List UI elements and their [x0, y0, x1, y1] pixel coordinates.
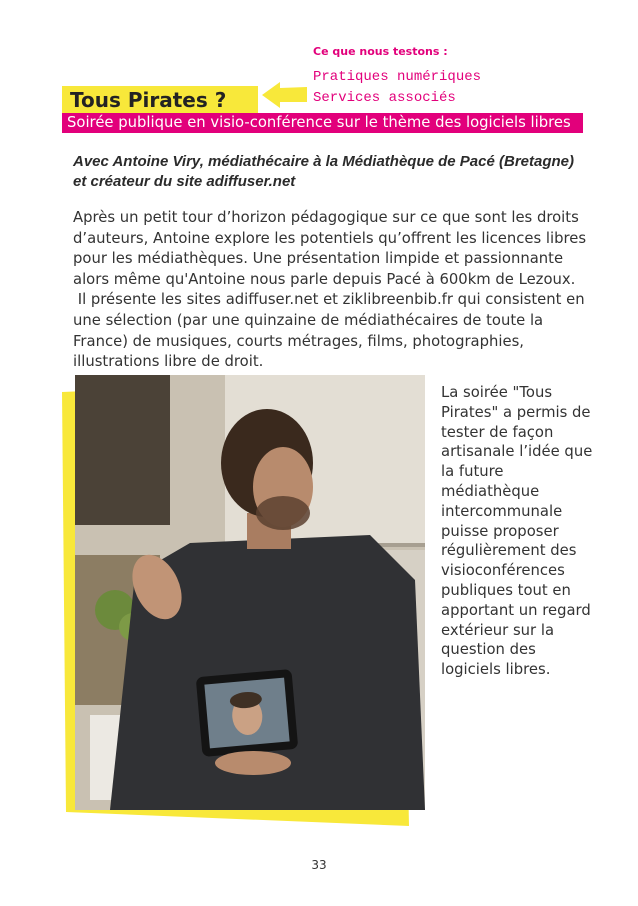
body-line: Il présente les sites adiffuser.net et ziklibreenbib.fr qui consistent en — [73, 291, 585, 309]
photo-man-beard — [256, 496, 310, 530]
testing-label: Ce que nous testons : — [313, 45, 448, 58]
aside-line: logiciels libres. — [441, 661, 551, 679]
aside-line: puisse proposer — [441, 522, 559, 540]
body-line: une sélection (par une quinzaine de médiathécaires de toute la — [73, 311, 544, 329]
aside-line: intercommunale — [441, 502, 563, 520]
aside-line: apportant un regard — [441, 601, 591, 619]
arrow-shape — [262, 82, 307, 108]
aside-line: question des — [441, 641, 536, 659]
subtitle: Soirée publique en visio-conférence sur le thème des logiciels libres — [67, 114, 571, 131]
body-line: Après un petit tour d’horizon pédagogique sur ce que sont les droits — [73, 209, 579, 226]
title-banner — [62, 86, 258, 114]
aside-line: artisanale l’idée que — [441, 443, 593, 461]
aside-line: régulièrement des — [441, 542, 577, 560]
tag-services-associes: Services associés — [313, 90, 456, 106]
aside-line: Pirates" a permis de — [441, 403, 591, 421]
body-line: d’auteurs, Antoine explore les potentiels qu’offrent les licences libres — [73, 229, 587, 247]
photo-dark-corner — [75, 375, 170, 525]
photo — [75, 375, 425, 810]
intro-line: et créateur du site adiffuser.net — [73, 173, 296, 190]
aside-line: la future — [441, 463, 504, 481]
aside-line: La soirée "Tous — [441, 384, 553, 401]
intro-line: Avec Antoine Viry, médiathécaire à la Médiathèque de Pacé (Bretagne) — [73, 153, 574, 170]
arrow-left-icon — [262, 81, 308, 109]
body-line: France) de musiques, courts métrages, films, photographies, — [73, 332, 525, 350]
photo-man-lower-hand — [215, 751, 291, 775]
aside-line: tester de façon — [441, 423, 554, 441]
page-number: 33 — [311, 858, 327, 872]
page-title: Tous Pirates ? — [70, 88, 227, 112]
aside-line: extérieur sur la — [441, 621, 555, 639]
tag-pratiques-numeriques: Pratiques numériques — [313, 69, 482, 85]
body-line: illustrations libre de droit. — [73, 353, 264, 371]
aside-line: visioconférences — [441, 562, 565, 580]
aside-text — [441, 383, 592, 680]
photo-tablet — [196, 669, 299, 757]
body-line: pour les médiathèques. Une présentation limpide et passionnante — [73, 250, 564, 268]
body-line: alors même qu'Antoine nous parle depuis Pacé à 600km de Lezoux. — [73, 270, 576, 288]
aside-line: médiathèque — [441, 482, 540, 500]
intro-text — [73, 152, 574, 192]
subtitle-bar — [62, 113, 583, 133]
aside-line: publiques tout en — [441, 581, 571, 599]
photo-illustration — [75, 375, 425, 810]
body-paragraph — [73, 208, 586, 373]
